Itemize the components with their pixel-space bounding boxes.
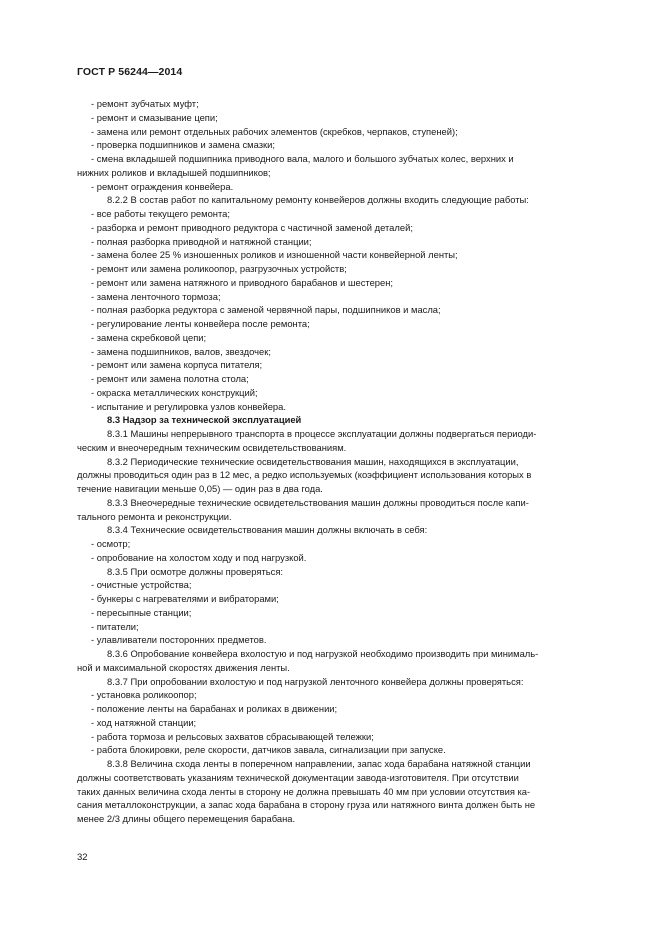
text-line: - окраска металлических конструкций; bbox=[91, 386, 258, 398]
text-line: ной и максимальной скоростях движения ленты. bbox=[77, 661, 290, 673]
text-line: сания металлоконструкции, а запас хода барабана в сторону груза или натяжного винта должен быть не bbox=[77, 799, 536, 811]
text-line: - пересыпные станции; bbox=[91, 606, 192, 618]
text-line: нижних роликов и вкладышей подшипников; bbox=[77, 166, 271, 178]
text-line: - ремонт зубчатых муфт; bbox=[91, 98, 199, 109]
text-line: 8.2.2 В состав работ по капитальному ремонту конвейеров должны входить следующие работы: bbox=[107, 194, 529, 206]
text-line: 8.3.8 Величина схода ленты в поперечном направлении, запас хода барабана натяжной станции bbox=[107, 758, 531, 769]
text-line: - ремонт или замена роликоопор, разгрузочных устройств; bbox=[91, 263, 347, 274]
text-line: 8.3.6 Опробование конвейера вхолостую и под нагрузкой необходимо производить при минималь- bbox=[107, 648, 539, 659]
text-line: - ход натяжной станции; bbox=[91, 716, 197, 728]
text-line: - опробование на холостом ходу и под нагрузкой. bbox=[91, 551, 307, 563]
text-line: - осмотр; bbox=[91, 538, 131, 549]
text-line: 8.3.3 Внеочередные технические освидетельствования машин должны проводиться после капи- bbox=[107, 496, 529, 508]
text-line: тального ремонта и реконструкции. bbox=[77, 510, 232, 522]
text-line: должны проводиться один раз в 12 мес, а редко используемых (коэффициент использования которых в bbox=[77, 469, 532, 481]
text-line: - все работы текущего ремонта; bbox=[91, 208, 230, 219]
text-line: - смена вкладышей подшипника приводного вала, малого и большого зубчатых колес, верхних и bbox=[91, 153, 514, 164]
text-line: - проверка подшипников и замена смазки; bbox=[91, 139, 275, 151]
text-line: 8.3.2 Периодические технические освидетельствования машин, находящихся в эксплуатации, bbox=[107, 455, 519, 467]
text-line: таких данных величина схода ленты в сторону не должна превышать 40 мм при условии отсутствия ка- bbox=[77, 785, 531, 797]
text-line: - разборка и ремонт приводного редуктора с частичной заменой деталей; bbox=[91, 221, 413, 233]
text-line: - замена или ремонт отдельных рабочих элементов (скребков, черпаков, ступеней); bbox=[91, 125, 458, 137]
document-body bbox=[77, 97, 615, 826]
text-line: - регулирование ленты конвейера после ремонта; bbox=[91, 318, 310, 329]
text-line: - замена более 25 % изношенных роликов и изношенной части конвейерной ленты; bbox=[91, 249, 458, 261]
text-line: должны соответствовать указаниям технической документации завода-изготовителя. При отсутствии bbox=[77, 771, 519, 783]
text-line: - замена ленточного тормоза; bbox=[91, 290, 221, 302]
text-line: 8.3.7 При опробовании вхолостую и под нагрузкой ленточного конвейера должны проверяться: bbox=[107, 675, 524, 687]
text-line: - питатели; bbox=[91, 620, 139, 632]
text-line: - бункеры с нагревателями и вибраторами; bbox=[91, 593, 279, 604]
text-line: - ремонт или замена полотна стола; bbox=[91, 373, 249, 384]
text-line: 8.3.1 Машины непрерывного транспорта в процессе эксплуатации должны подвергаться периоди- bbox=[107, 428, 537, 439]
document-header: ГОСТ Р 56244—2014 bbox=[77, 66, 183, 78]
text-line: - замена скребковой цепи; bbox=[91, 331, 207, 343]
text-line: 8.3.4 Технические освидетельствования машин должны включать в себя: bbox=[107, 524, 428, 536]
text-line: - ремонт или замена корпуса питателя; bbox=[91, 359, 263, 371]
text-line: ческим и внеочередным техническим освидетельствованиям. bbox=[77, 441, 347, 453]
text-line: - положение ленты на барабанах и роликах в движении; bbox=[91, 703, 338, 714]
text-line: - работа тормоза и рельсовых захватов сбрасывающей тележки; bbox=[91, 730, 374, 742]
text-line: - установка роликоопор; bbox=[91, 689, 197, 701]
text-line: - полная разборка приводной и натяжной станции; bbox=[91, 235, 312, 247]
text-line: - ремонт и смазывание цепи; bbox=[91, 111, 218, 123]
text-line: - работа блокировки, реле скорости, датчиков завала, сигнализации при запуске. bbox=[91, 744, 446, 756]
text-line: течение навигации меньше 0,05) — один раз в два года. bbox=[77, 483, 323, 494]
text-line: - замена подшипников, валов, звездочек; bbox=[91, 345, 271, 357]
text-line: - полная разборка редуктора с заменой червячной пары, подшипников и масла; bbox=[91, 304, 441, 316]
text-line: - улавливатели посторонних предметов. bbox=[91, 634, 267, 646]
page-number: 32 bbox=[77, 852, 88, 863]
text-line: менее 2/3 длины общего перемещения барабана. bbox=[77, 813, 296, 824]
text-line: 8.3 Надзор за технической эксплуатацией bbox=[107, 414, 302, 426]
text-line: - ремонт или замена натяжного и приводного барабанов и шестерен; bbox=[91, 276, 394, 288]
text-line: - очистные устройства; bbox=[91, 579, 192, 591]
text-line: - испытание и регулировка узлов конвейера. bbox=[91, 400, 286, 412]
text-line: 8.3.5 При осмотре должны проверяться: bbox=[107, 565, 283, 577]
text-line: - ремонт ограждения конвейера. bbox=[91, 180, 234, 192]
